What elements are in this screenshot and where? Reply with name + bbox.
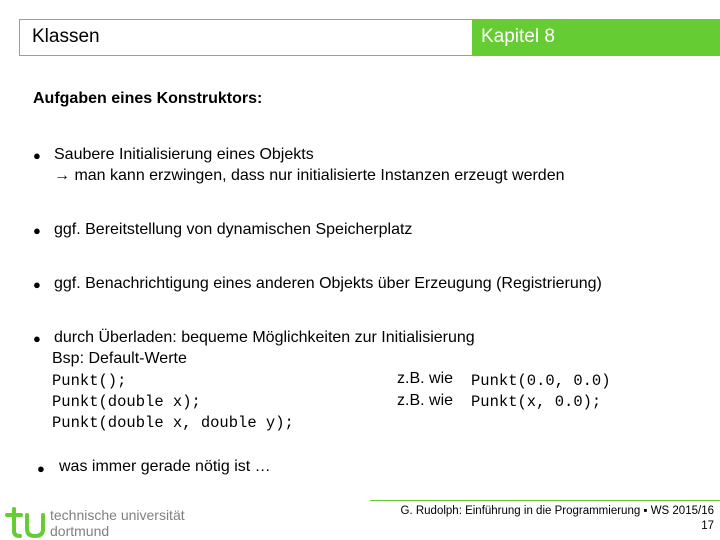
bullet-text: was immer gerade nötig ist …	[59, 458, 271, 475]
logo-text-line1: technische universität	[50, 507, 185, 523]
section-heading: Aufgaben eines Konstruktors:	[33, 90, 263, 107]
slide-title: Klassen	[32, 26, 100, 47]
bullet-text: ggf. Benachrichtigung eines anderen Objekts über Erzeugung (Registrierung)	[54, 275, 602, 292]
footer-divider	[370, 500, 720, 501]
bullet-text: durch Überladen: bequeme Möglichkeiten zur Initialisierung	[54, 329, 475, 346]
bullet-text: ggf. Bereitstellung von dynamischen Speicherplatz	[54, 221, 413, 238]
footer-citation: G. Rudolph: Einführung in die Programmierung ▪ WS 2015/16	[400, 505, 714, 517]
bullet-icon: ●	[37, 461, 45, 476]
bullet-subtext: → man kann erzwingen, dass nur initialisierte Instanzen erzeugt werden	[54, 167, 565, 184]
bullet-icon: ●	[33, 277, 41, 292]
code-line: Punkt(double x);	[52, 393, 201, 411]
code-line: Punkt(double x, double y);	[52, 414, 294, 432]
bullet-icon: ●	[33, 223, 41, 238]
bullet-subtext: Bsp: Default-Werte	[52, 350, 187, 367]
bullet-icon: ●	[33, 331, 41, 346]
example-prefix: z.B. wie	[397, 392, 454, 409]
code-example: Punkt(0.0, 0.0)	[471, 372, 611, 390]
chapter-label: Kapitel 8	[481, 26, 555, 47]
bullet-text: Saubere Initialisierung eines Objekts	[54, 146, 314, 163]
bullet-icon: ●	[33, 148, 41, 163]
example-prefix: z.B. wie	[397, 370, 454, 387]
logo-text-line2: dortmund	[50, 523, 110, 539]
code-line: Punkt();	[52, 372, 127, 390]
page-number: 17	[701, 520, 714, 532]
code-example: Punkt(x, 0.0);	[471, 393, 602, 411]
